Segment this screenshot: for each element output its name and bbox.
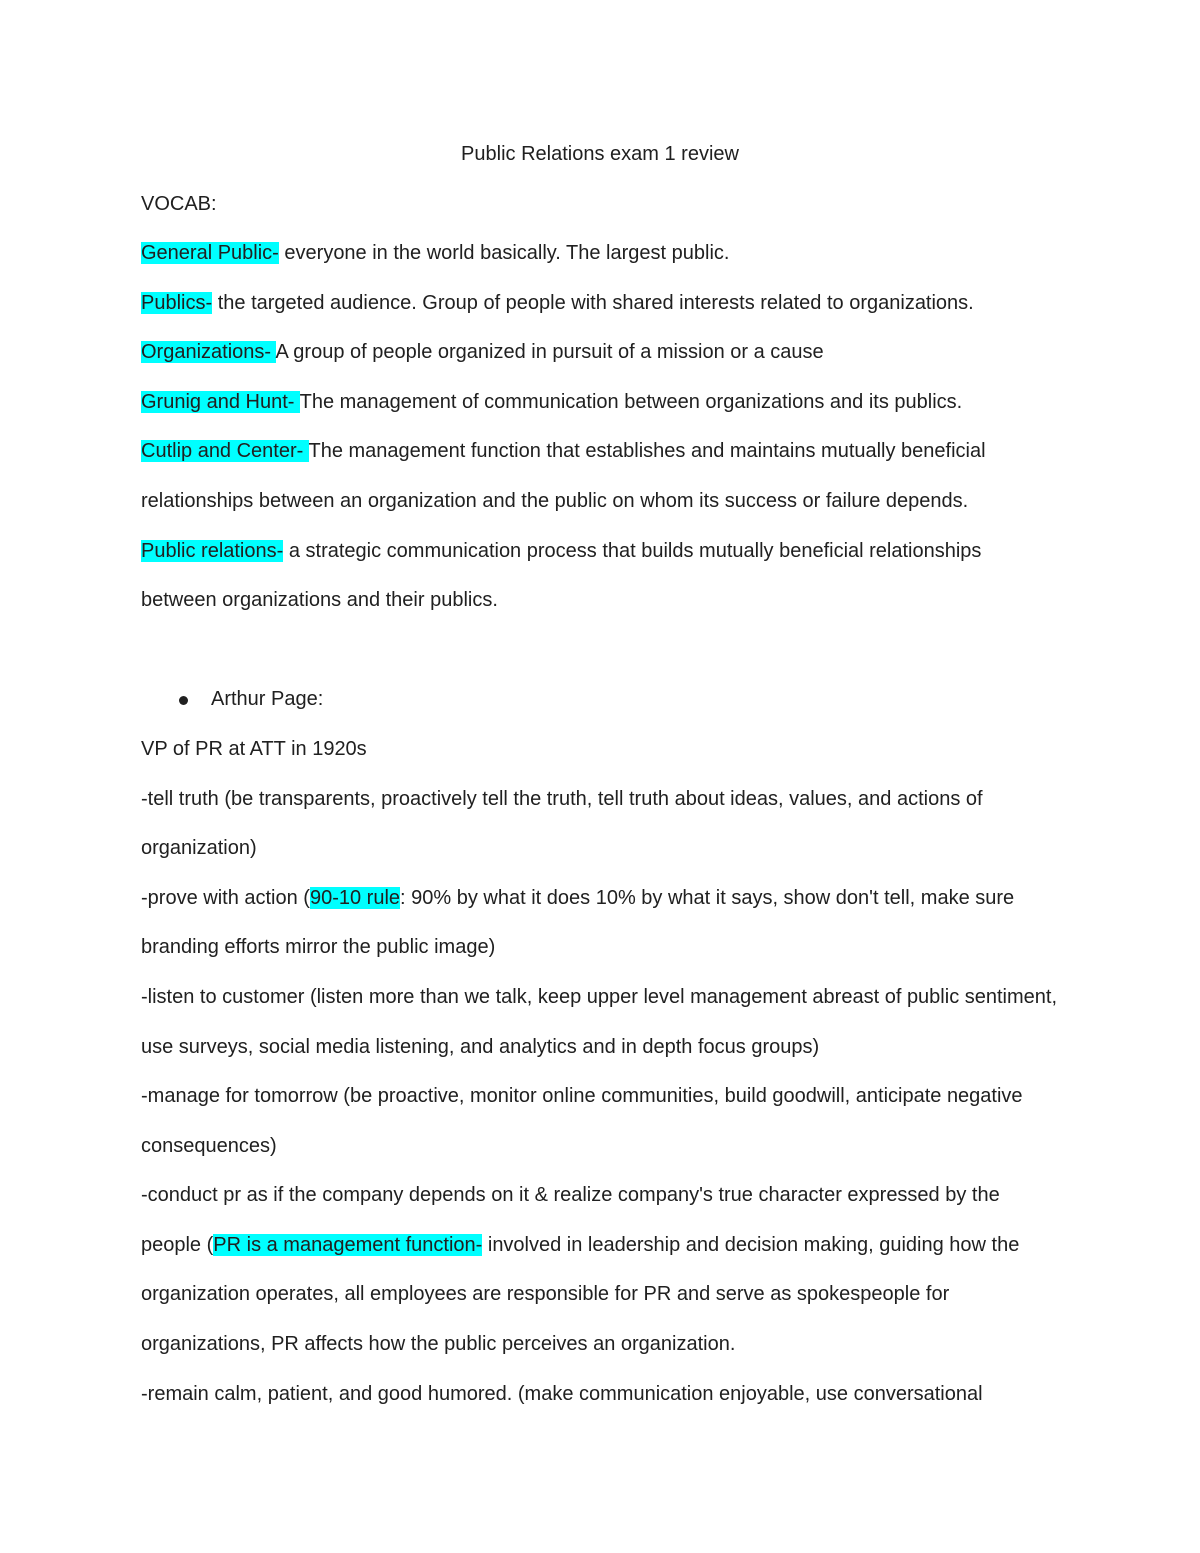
principle-text: : 90% by what it does 10% by what it says, show don't tell, make sure branding efforts mirror the public image) bbox=[141, 886, 1015, 959]
principle-tell-truth: -tell truth (be transparents, proactively tell the truth, tell truth about ideas, values, and actions of organization) bbox=[141, 787, 983, 860]
principle-text: involved in leadership and decision making, guiding how the organization operates, all employees are responsible for PR and serve as spokespeople for organizations, PR affects how the public perceives an organization. bbox=[141, 1233, 1020, 1356]
definition-organizations bbox=[141, 328, 1061, 378]
highlight-management-function: PR is a management function- bbox=[213, 1233, 483, 1256]
definition-list bbox=[141, 229, 1061, 626]
principle-text: -conduct pr as if the company depends on it & realize company's true character expressed by the people ( bbox=[141, 1184, 1000, 1256]
document-title: Public Relations exam 1 review bbox=[461, 143, 739, 165]
highlight-90-10-rule: 90-10 rule bbox=[309, 886, 401, 909]
principle-text: -prove with action ( bbox=[141, 886, 310, 909]
bullet-dot-icon bbox=[179, 696, 188, 705]
definition-text: everyone in the world basically. The largest public. bbox=[284, 242, 730, 264]
vocab-heading: VOCAB: bbox=[141, 193, 217, 215]
definition-text: The management of communication between organizations and its publics. bbox=[299, 390, 963, 413]
bullet-item-arthur-page bbox=[141, 675, 1061, 725]
term-highlight: Grunig and Hunt- bbox=[141, 390, 300, 413]
definition-text: A group of people organized in pursuit of a mission or a cause bbox=[275, 341, 824, 364]
definition-grunig-hunt bbox=[141, 378, 1061, 428]
term-highlight: Organizations- bbox=[141, 341, 276, 364]
bullet-text: Arthur Page: bbox=[211, 688, 324, 711]
arthur-page-intro: VP of PR at ATT in 1920s bbox=[141, 737, 367, 760]
term-highlight: Public relations- bbox=[141, 539, 284, 562]
term-highlight: General Public- bbox=[141, 242, 279, 264]
principle-listen-to-customer: -listen to customer (listen more than we talk, keep upper level management abreast of public sentiment, use surveys, social media listening, and analytics and in depth focus groups) bbox=[141, 985, 1058, 1058]
principle-remain-calm: -remain calm, patient, and good humored. (make communication enjoyable, use conversational bbox=[141, 1382, 983, 1405]
definition-cutlip-center bbox=[141, 427, 1061, 526]
principle-prove-with-action bbox=[141, 874, 1061, 973]
blank-line bbox=[141, 626, 1061, 676]
document-page bbox=[141, 138, 1061, 1419]
definition-text: a strategic communication process that builds mutually beneficial relationships between organizations and their publics. bbox=[141, 539, 982, 612]
term-highlight: Cutlip and Center- bbox=[141, 440, 309, 463]
definition-general-public bbox=[141, 229, 1061, 279]
definition-text: the targeted audience. Group of people with shared interests related to organizations. bbox=[217, 291, 974, 314]
definition-public-relations bbox=[141, 527, 1061, 626]
definition-text: The management function that establishes and maintains mutually beneficial relationships between an organization and the public on whom its success or failure depends. bbox=[141, 440, 986, 512]
term-highlight: Publics- bbox=[141, 291, 213, 314]
definition-publics bbox=[141, 279, 1061, 329]
principle-conduct-pr bbox=[141, 1171, 1061, 1369]
principle-manage-for-tomorrow: -manage for tomorrow (be proactive, monitor online communities, build goodwill, anticipate negative consequences) bbox=[141, 1085, 1023, 1157]
